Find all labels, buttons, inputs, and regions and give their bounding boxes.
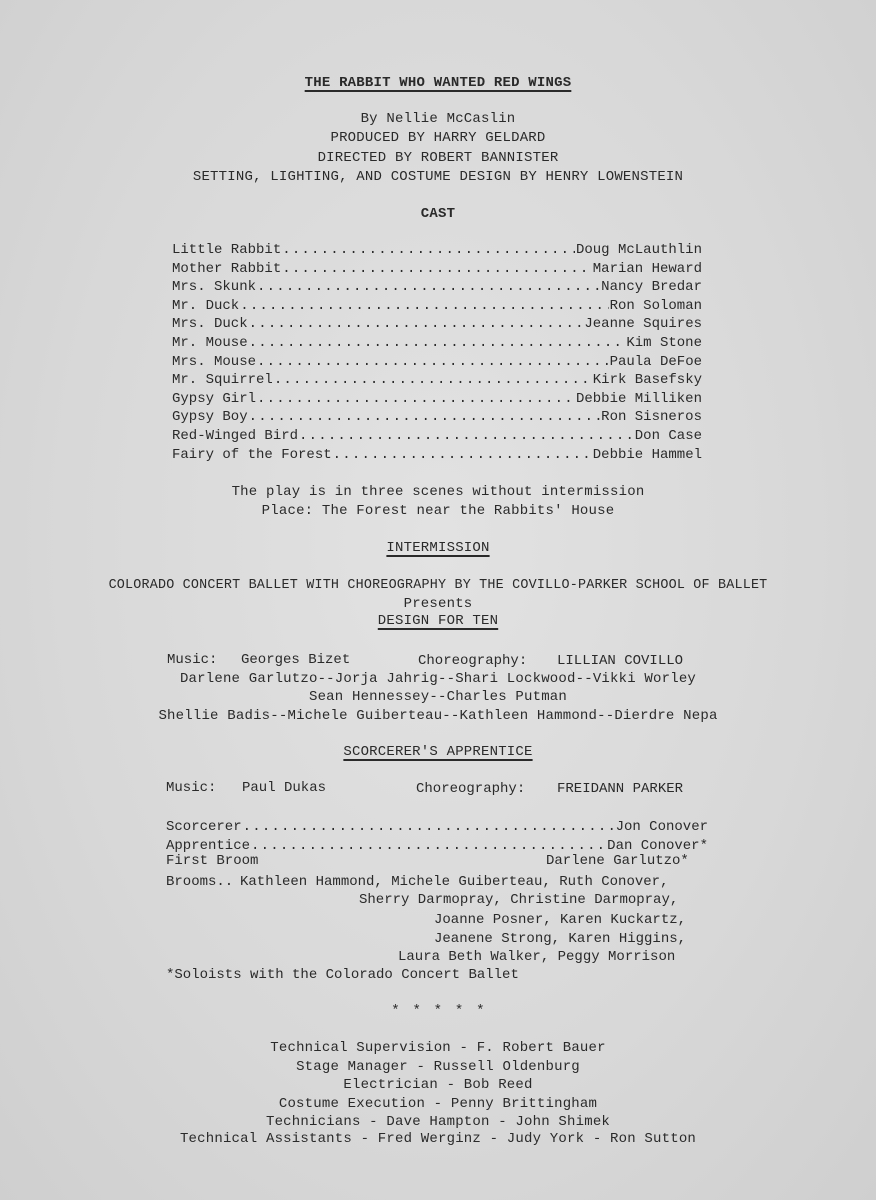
cast-role: Gypsy Boy xyxy=(172,409,248,426)
dot-leader xyxy=(299,427,634,445)
dot-leader xyxy=(282,260,592,278)
cast-role: Apprentice xyxy=(166,837,251,854)
dft-dancers-line-2: Sean Hennessey--Charles Putman xyxy=(308,689,568,705)
ballet-presenter: COLORADO CONCERT BALLET WITH CHOREOGRAPHY BY THE COVILLO-PARKER SCHOOL OF BALLET xyxy=(108,578,768,593)
cast-actor: Debbie Hammel xyxy=(592,446,702,463)
cast-role: Mr. Squirrel xyxy=(172,372,273,389)
brooms-line-1: Kathleen Hammond, Michele Guiberteau, Ruth Conover, xyxy=(240,874,669,890)
dot-leader xyxy=(257,278,600,296)
credit-author: By Nellie McCaslin xyxy=(360,111,516,127)
cast-actor: Marian Heward xyxy=(592,260,702,277)
cast-row xyxy=(172,297,702,315)
cast-actor: Kim Stone xyxy=(626,335,702,351)
tech-costume: Costume Execution - Penny Brittingham xyxy=(278,1096,598,1112)
cast-actor: Ron Sisneros xyxy=(601,409,702,426)
cast-role: Scorcerer xyxy=(166,819,242,835)
cast-role: Mrs. Skunk xyxy=(172,279,257,296)
cast-role: Gypsy Girl xyxy=(172,390,257,407)
dft-music-label: Music: xyxy=(167,652,218,668)
sa-music-label: Music: xyxy=(166,780,217,796)
cast-row xyxy=(172,353,702,371)
cast-actor: Debbie Milliken xyxy=(575,390,702,407)
dft-choreo-label: Choreography: xyxy=(418,653,528,669)
cast-role: Mr. Duck xyxy=(172,297,240,314)
presents-text: Presents xyxy=(403,596,473,612)
design-for-ten-title: DESIGN FOR TEN xyxy=(377,613,499,629)
sa-music: Paul Dukas xyxy=(242,780,327,796)
cast-row xyxy=(172,390,702,408)
sa-choreo-label: Choreography: xyxy=(416,781,526,797)
credit-director: DIRECTED BY ROBERT BANNISTER xyxy=(317,150,559,166)
cast-role: Mother Rabbit xyxy=(172,260,282,277)
section-separator: * * * * * xyxy=(391,1003,485,1019)
tech-technicians: Technicians - Dave Hampton - John Shimek xyxy=(265,1114,611,1130)
dot-leader xyxy=(274,371,592,389)
cast-actor: Ron Soloman xyxy=(609,297,702,314)
dot-leader xyxy=(249,334,626,352)
cast-row xyxy=(172,278,702,296)
cast-role: Red-Winged Bird xyxy=(172,428,299,444)
credit-producer: PRODUCED BY HARRY GELDARD xyxy=(330,130,546,146)
cast-row xyxy=(166,818,708,836)
apprentice-title: SCORCERER'S APPRENTICE xyxy=(343,744,533,760)
intermission-heading: INTERMISSION xyxy=(386,540,490,556)
cast-row xyxy=(172,334,702,352)
cast-role: Fairy of the Forest xyxy=(172,446,332,463)
dot-leader xyxy=(282,241,575,259)
cast-actor: Jeanne Squires xyxy=(584,316,702,333)
brooms-line-2: Sherry Darmopray, Christine Darmopray, xyxy=(359,892,679,908)
play-note-scenes: The play is in three scenes without intermission xyxy=(231,484,645,500)
cast-row xyxy=(172,315,702,333)
dot-leader xyxy=(249,315,584,333)
brooms-line-5: Laura Beth Walker, Peggy Morrison xyxy=(398,949,676,965)
tech-electrician: Electrician - Bob Reed xyxy=(343,1077,533,1093)
cast-heading: CAST xyxy=(420,206,456,222)
cast-actor: Doug McLauthlin xyxy=(575,242,702,258)
cast-actor: Dan Conover* xyxy=(607,837,708,854)
cast-actor: Paula DeFoe xyxy=(609,353,702,370)
cast-actor: Kirk Basefsky xyxy=(592,372,702,389)
dot-leader xyxy=(240,297,608,315)
tech-assistants: Technical Assistants - Fred Werginz - Judy York - Ron Sutton xyxy=(179,1131,697,1147)
cast-role: Mrs. Duck xyxy=(172,316,248,333)
cast-row xyxy=(172,446,702,464)
cast-actor: Don Case xyxy=(634,428,702,444)
dft-music: Georges Bizet xyxy=(241,652,351,668)
brooms-label: Brooms.. xyxy=(166,874,234,890)
cast-row xyxy=(172,241,702,259)
dot-leader xyxy=(257,353,609,371)
first-broom-actor: Darlene Garlutzo* xyxy=(546,853,689,869)
soloists-note: *Soloists with the Colorado Concert Ballet xyxy=(166,967,519,983)
dot-leader xyxy=(257,390,575,408)
brooms-line-4: Jeanene Strong, Karen Higgins, xyxy=(434,931,687,947)
tech-stage-manager: Stage Manager - Russell Oldenburg xyxy=(296,1059,580,1075)
dot-leader xyxy=(243,818,615,836)
play-title: THE RABBIT WHO WANTED RED WINGS xyxy=(304,75,572,91)
play-note-place: Place: The Forest near the Rabbits' House xyxy=(261,503,615,519)
credit-design: SETTING, LIGHTING, AND COSTUME DESIGN BY HENRY LOWENSTEIN xyxy=(192,169,684,185)
tech-supervision: Technical Supervision - F. Robert Bauer xyxy=(270,1040,606,1056)
dot-leader xyxy=(333,446,592,464)
dft-dancers-line-3: Shellie Badis--Michele Guiberteau--Kathleen Hammond--Dierdre Nepa xyxy=(158,708,718,724)
cast-role: Mrs. Mouse xyxy=(172,353,257,370)
cast-row xyxy=(172,371,702,389)
dot-leader xyxy=(249,408,601,426)
cast-role: Little Rabbit xyxy=(172,242,282,258)
dft-dancers-line-1: Darlene Garlutzo--Jorja Jahrig--Shari Lockwood--Vikki Worley xyxy=(179,671,697,687)
cast-row xyxy=(172,427,702,445)
cast-actor: Nancy Bredar xyxy=(601,279,702,296)
cast-row xyxy=(172,260,702,278)
brooms-line-3: Joanne Posner, Karen Kuckartz, xyxy=(434,912,687,928)
sa-choreographer: FREIDANN PARKER xyxy=(557,781,684,797)
cast-actor: Jon Conover xyxy=(615,819,708,835)
cast-role: Mr. Mouse xyxy=(172,335,248,351)
cast-row xyxy=(172,408,702,426)
dft-choreographer: LILLIAN COVILLO xyxy=(557,653,684,669)
first-broom-role: First Broom xyxy=(166,853,259,869)
